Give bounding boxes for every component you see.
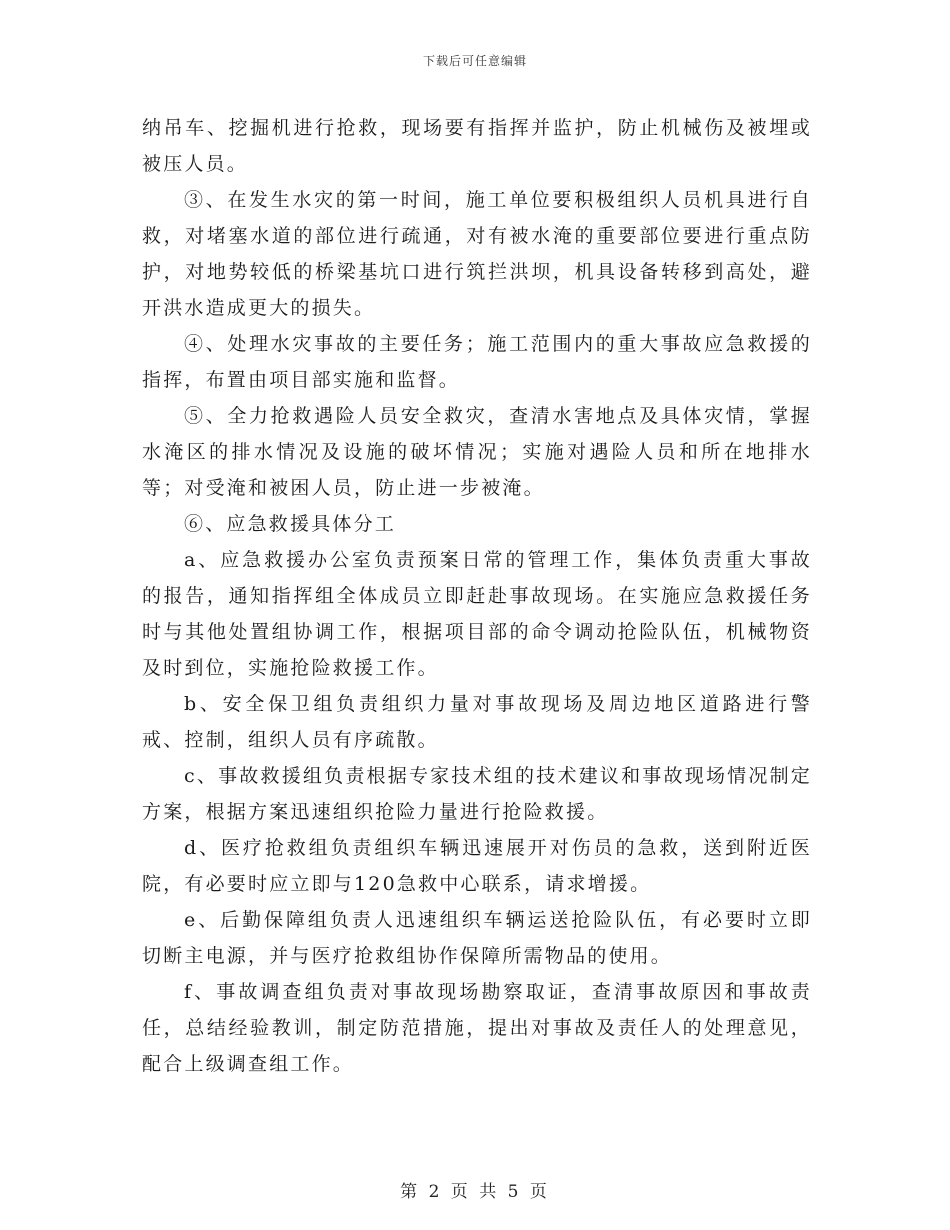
paragraph-8: c、事故救援组负责根据专家技术组的技术建议和事故现场情况制定方案，根据方案迅速组织抢险力量进行抢险救援。 (142, 765, 812, 823)
paragraph-6: a、应急救援办公室负责预案日常的管理工作，集体负责重大事故的报告，通知指挥组全体成员立即赶赴事故现场。在实施应急救援任务时与其他处置组协调工作，根据项目部的命令调动抢险队伍，机械物资及时到位，实施抢险救援工作。 (142, 549, 812, 679)
paragraph-5: ⑥、应急救援具体分工 (184, 513, 397, 535)
document-body (142, 110, 812, 1082)
paragraph-1: 纳吊车、挖掘机进行抢救，现场要有指挥并监护，防止机械伤及被埋或被压人员。 (142, 117, 812, 175)
paragraph-7: b、安全保卫组负责组织力量对事故现场及周边地区道路进行警戒、控制，组织人员有序疏散。 (142, 693, 812, 751)
page-footer: 第 2 页 共 5 页 (400, 1182, 550, 1202)
paragraph-4: ⑤、全力抢救遇险人员安全救灾，查清水害地点及具体灾情，掌握水淹区的排水情况及设施的破坏情况；实施对遇险人员和所在地排水等；对受淹和被困人员，防止进一步被淹。 (142, 405, 812, 499)
paragraph-3: ④、处理水灾事故的主要任务；施工范围内的重大事故应急救援的指挥，布置由项目部实施和监督。 (142, 333, 812, 391)
paragraph-9: d、医疗抢救组负责组织车辆迅速展开对伤员的急救，送到附近医院，有必要时应立即与120急救中心联系，请求增援。 (142, 837, 812, 895)
paragraph-11: f、事故调查组负责对事故现场勘察取证，查清事故原因和事故责任，总结经验教训，制定防范措施，提出对事故及责任人的处理意见，配合上级调查组工作。 (142, 981, 812, 1075)
paragraph-10: e、后勤保障组负责人迅速组织车辆运送抢险队伍，有必要时立即切断主电源，并与医疗抢救组协作保障所需物品的使用。 (142, 909, 812, 967)
paragraph-2: ③、在发生水灾的第一时间，施工单位要积极组织人员机具进行自救，对堵塞水道的部位进行疏通，对有被水淹的重要部位要进行重点防护，对地势较低的桥梁基坑口进行筑拦洪坝，机具设备转移到高处，避开洪水造成更大的损失。 (142, 189, 812, 319)
page-header: 下载后可任意编辑 (422, 54, 527, 68)
